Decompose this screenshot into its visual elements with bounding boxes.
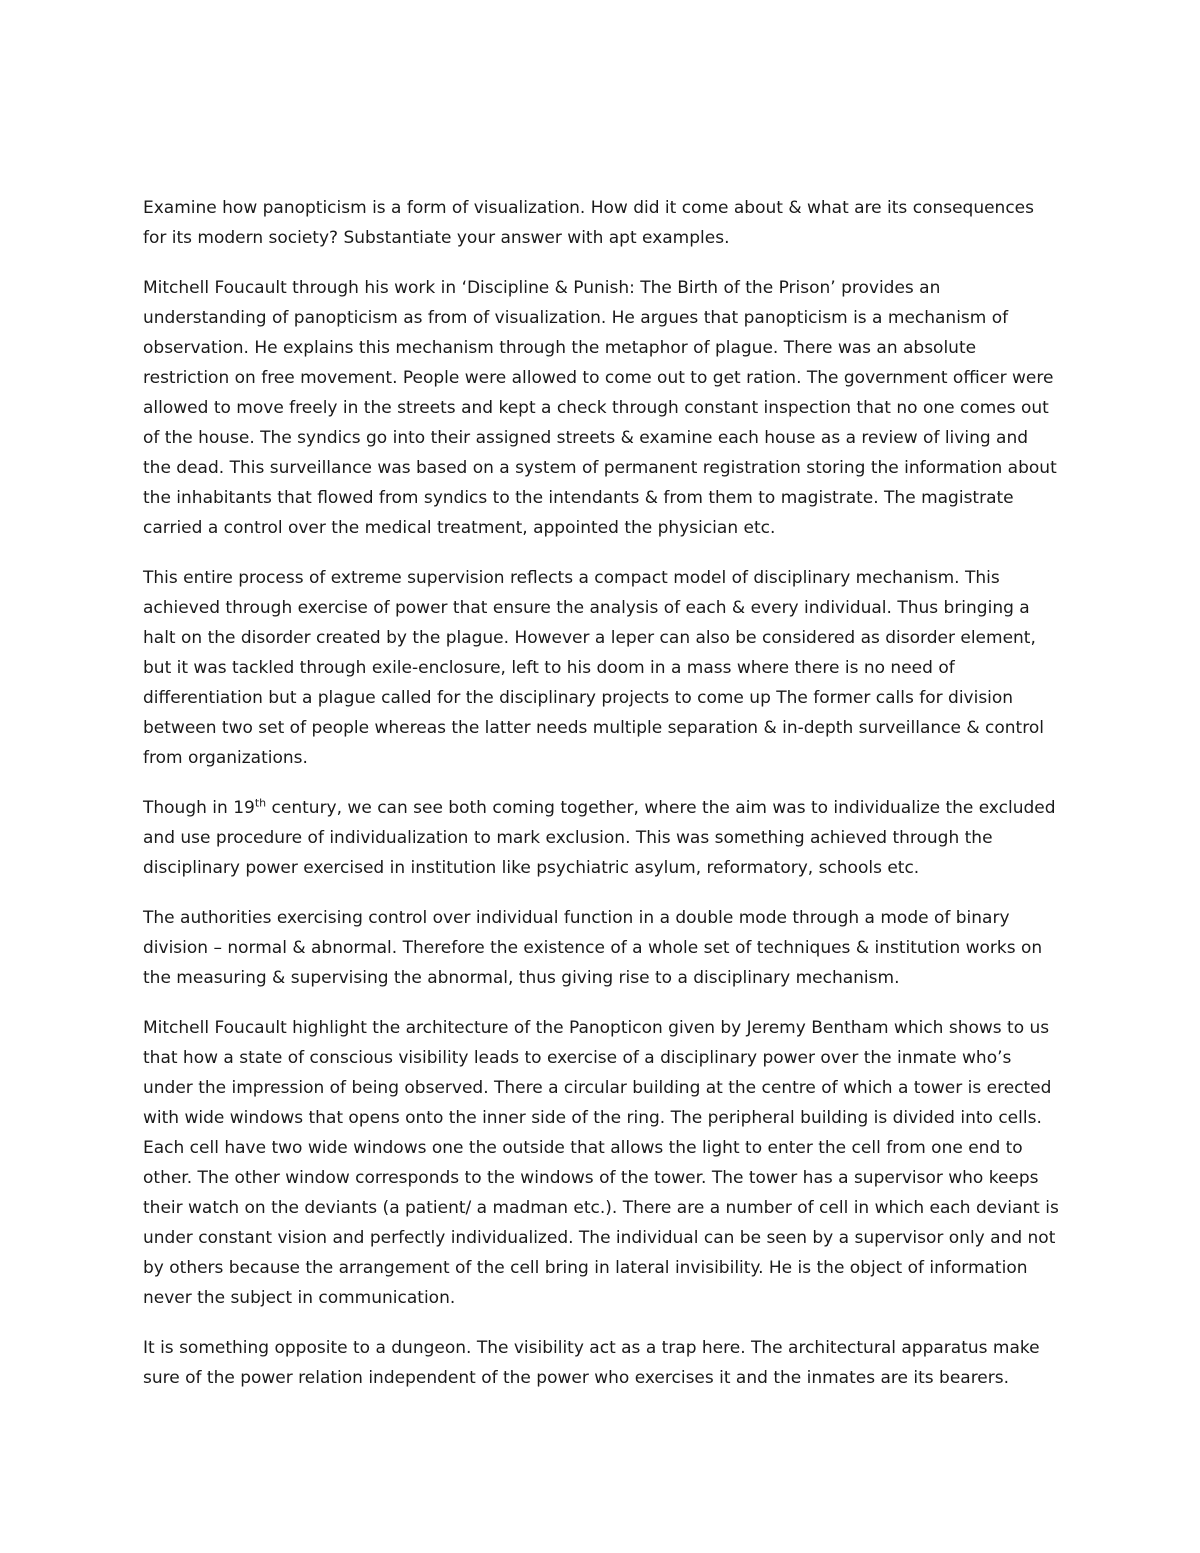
- document-body: [143, 193, 1061, 1393]
- century-superscript: th: [254, 796, 267, 810]
- body-paragraph-dungeon: It is something opposite to a dungeon. The visibility act as a trap here. The architectural apparatus make sure of the power relation independent of the power who exercises it and the inmates are its bearers.: [143, 1338, 1040, 1388]
- century-text-before: Though in 19: [143, 798, 255, 818]
- body-paragraph-panopticon: Mitchell Foucault highlight the architecture of the Panopticon given by Jeremy Bentham which shows to us that how a state of conscious visibility leads to exercise of a disciplinary power over the inmate who’s under the impression of being observed. There a circular building at the centre of which a tower is erected with wide windows that opens onto the inner side of the ring. The peripheral building is divided into cells. Each cell have two wide windows one the outside that allows the light to enter the cell from one end to other. The other window corresponds to the windows of the tower. The tower has a supervisor who keeps their watch on the deviants (a patient/ a madman etc.). There are a number of cell in which each deviant is under constant vision and perfectly individualized. The individual can be seen by a supervisor only and not by others because the arrangement of the cell bring in lateral invisibility. He is the object of information never the subject in communication.: [143, 1018, 1059, 1308]
- question-paragraph: Examine how panopticism is a form of visualization. How did it come about & what are its consequences for its modern society? Substantiate your answer with apt examples.: [143, 198, 1034, 248]
- body-paragraph-disciplinary-model: This entire process of extreme supervision reflects a compact model of disciplinary mechanism. This achieved through exercise of power that ensure the analysis of each & every individual. Thus bringing a halt on the disorder created by the plague. However a leper can also be considered as disorder element, but it was tackled through exile-enclosure, left to his doom in a mass where there is no need of differentiation but a plague called for the disciplinary projects to come up The former calls for division between two set of people whereas the latter needs multiple separation & in-depth surveillance & control from organizations.: [143, 568, 1044, 768]
- body-paragraph-plague: Mitchell Foucault through his work in ‘Discipline & Punish: The Birth of the Prison’ provides an understanding of panopticism as from of visualization. He argues that panopticism is a mechanism of observation. He explains this mechanism through the metaphor of plague. There was an absolute restriction on free movement. People were allowed to come out to get ration. The government officer were allowed to move freely in the streets and kept a check through constant inspection that no one comes out of the house. The syndics go into their assigned streets & examine each house as a review of living and the dead. This surveillance was based on a system of permanent registration storing the information about the inhabitants that flowed from syndics to the intendants & from them to magistrate. The magistrate carried a control over the medical treatment, appointed the physician etc.: [143, 278, 1057, 538]
- body-paragraph-authorities: The authorities exercising control over individual function in a double mode through a mode of binary division – normal & abnormal. Therefore the existence of a whole set of techniques & institution works on the measuring & supervising the abnormal, thus giving rise to a disciplinary mechanism.: [143, 908, 1043, 988]
- century-text-after: century, we can see both coming together, where the aim was to individualize the excluded and use procedure of individualization to mark exclusion. This was something achieved through the disciplinary power exercised in institution like psychiatric asylum, reformatory, schools etc.: [143, 798, 1056, 878]
- body-paragraph-nineteenth-century: [143, 793, 1061, 883]
